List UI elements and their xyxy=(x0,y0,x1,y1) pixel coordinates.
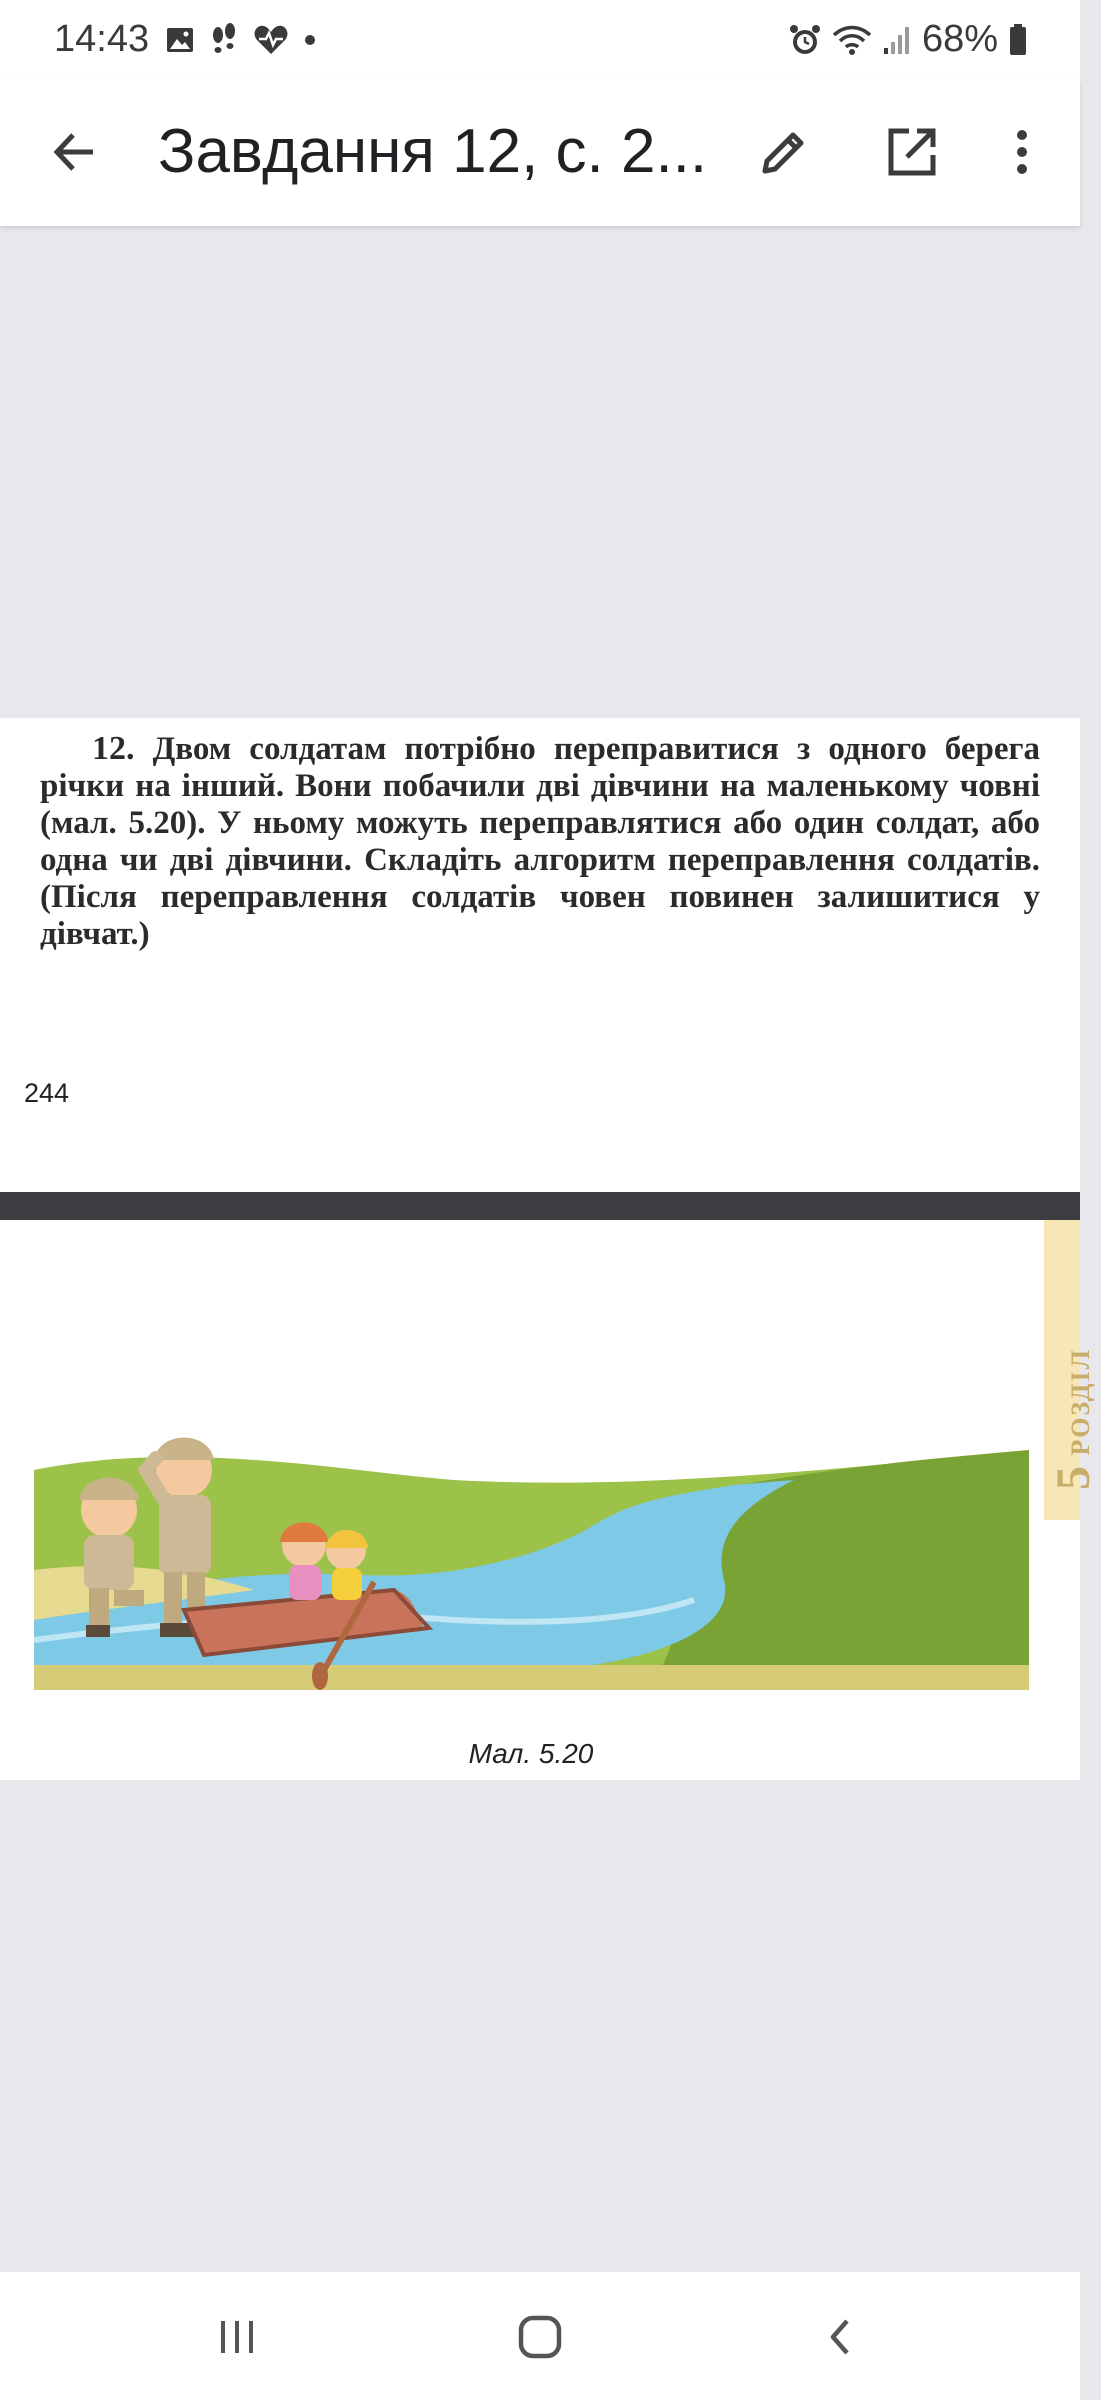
status-right xyxy=(788,18,1028,61)
section-tab xyxy=(1044,1220,1100,1520)
status-bar xyxy=(0,0,1080,80)
alarm-icon xyxy=(788,23,822,57)
task-number: 12. xyxy=(92,730,135,767)
page-separator xyxy=(0,1192,1080,1220)
section-tab-label xyxy=(1046,1348,1101,1490)
image-icon xyxy=(165,25,195,55)
document-page-245 xyxy=(0,1220,1100,1780)
home-icon[interactable] xyxy=(505,2302,575,2372)
illustration-river-crossing xyxy=(34,1320,1029,1690)
steps-icon xyxy=(209,23,239,57)
heart-icon xyxy=(253,24,289,56)
back-arrow-icon[interactable] xyxy=(42,120,106,184)
more-vert-icon[interactable] xyxy=(990,120,1054,184)
edit-pencil-icon[interactable] xyxy=(752,120,816,184)
document-page-244 xyxy=(0,718,1080,1192)
dot-icon xyxy=(303,33,317,47)
task-body: Двом солдатам потрібно переправитися з одного берега річки на інший. Вони побачили дві дівчини на маленькому човні (мал. 5.20). У ньому можуть переправлятися або один солдат, або одна чи дві дівчини. Складіть алгоритм переправлення солдатів. (Після переправлення солдатів човен повинен залишитися у дівчат.) xyxy=(40,731,1041,952)
battery-percent: 68% xyxy=(921,18,998,60)
figure-caption: Мал. 5.20 xyxy=(468,1738,594,1769)
navigation-bar xyxy=(0,2272,1080,2400)
page-title: Завдання 12, с. 2... xyxy=(158,117,708,186)
battery-icon xyxy=(1008,23,1028,57)
notification-icons xyxy=(165,20,317,60)
back-icon[interactable] xyxy=(806,2302,876,2372)
recent-apps-icon[interactable] xyxy=(202,2302,272,2372)
app-bar xyxy=(0,80,1080,226)
task-12-text xyxy=(40,730,1040,953)
open-external-icon[interactable] xyxy=(880,120,944,184)
section-number: 5 xyxy=(1047,1464,1100,1490)
status-time: 14:43 xyxy=(54,18,150,60)
wifi-icon xyxy=(832,24,872,56)
section-word: РОЗДІЛ xyxy=(1066,1348,1095,1456)
signal-icon xyxy=(882,24,912,56)
page-number: 244 xyxy=(24,1078,70,1108)
